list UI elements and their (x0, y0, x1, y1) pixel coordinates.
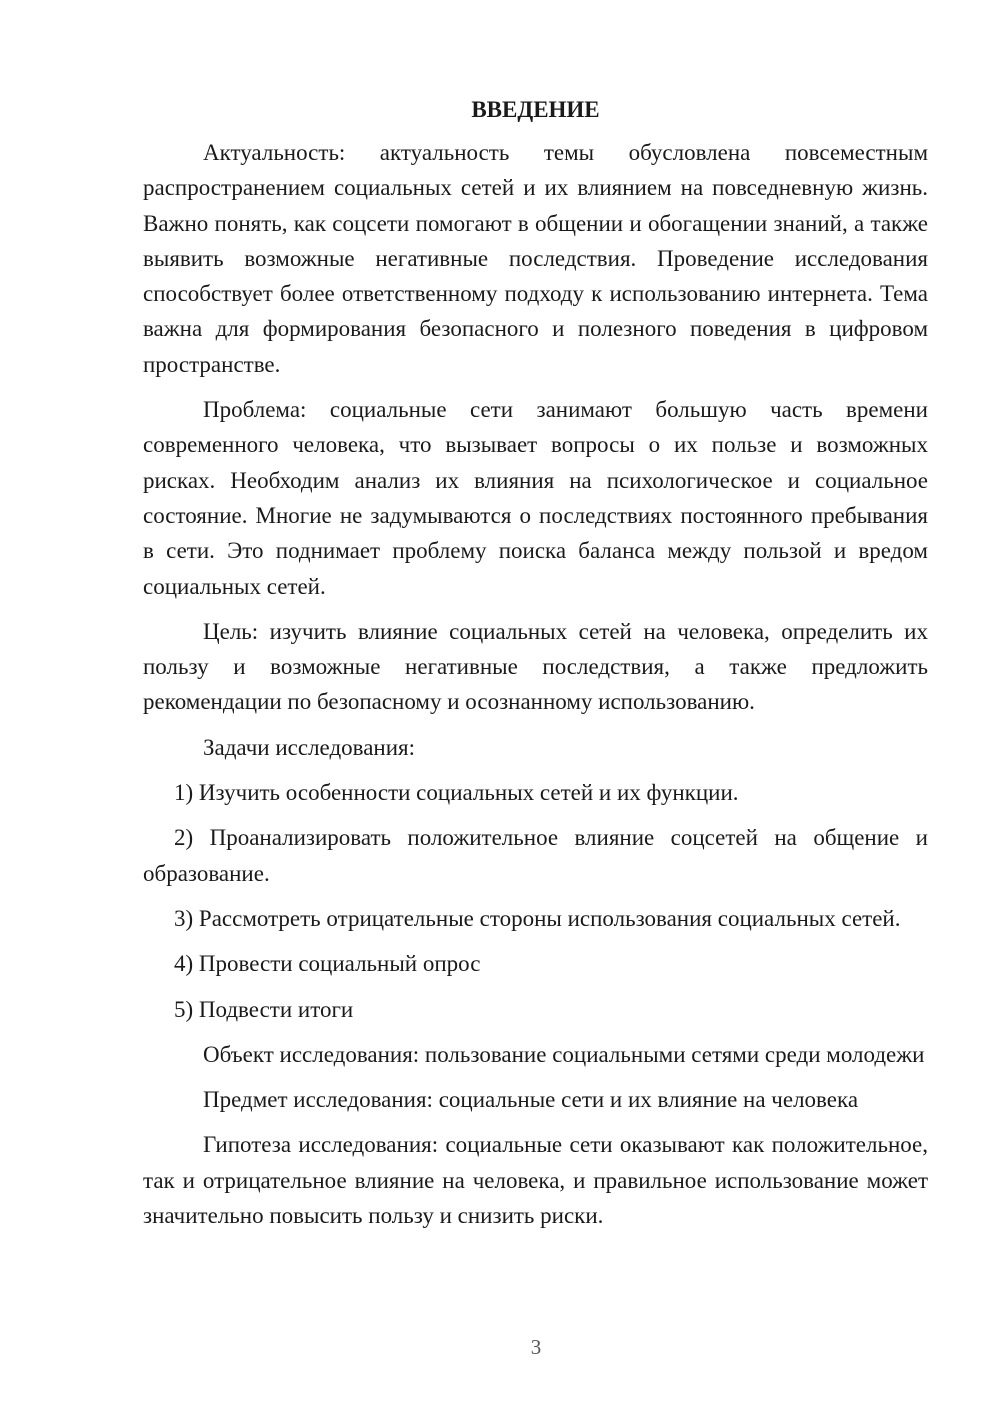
page-number: 3 (530, 1335, 542, 1359)
task-item-4: 4) Провести социальный опрос (174, 951, 481, 977)
document-page (143, 92, 928, 1233)
problem-paragraph: Проблема: социальные сети занимают большую часть времени современного человека, что вызывает вопросы о их пользе и возможных рисках. Необходим анализ их влияния на психологическое и социальное состояние. Многие не задумываются о последствиях постоянного пребывания в сети. Это поднимает проблему поиска баланса между пользой и вредом социальных сетей. (143, 397, 928, 599)
task-item-1: 1) Изучить особенности социальных сетей и их функции. (174, 780, 739, 806)
task-item-3: 3) Рассмотреть отрицательные стороны использования социальных сетей. (174, 905, 901, 931)
tasks-heading: Задачи исследования: (203, 734, 416, 760)
relevance-paragraph: Актуальность: актуальность темы обусловлена повсеместным распространением социальных сетей и их влиянием на повседневную жизнь. Важно понять, как соцсети помогают в общении и обогащении знаний, а также выявить возможные негативные последствия. Проведение исследования способствует более ответственному подходу к использованию интернета. Тема важна для формирования безопасного и полезного поведения в цифровом пространстве. (143, 140, 928, 377)
task-item-2: 2) Проанализировать положительное влияние соцсетей на общение и образование. (143, 825, 928, 886)
section-title: ВВЕДЕНИЕ (471, 97, 600, 122)
subject-paragraph: Предмет исследования: социальные сети и их влияние на человека (203, 1087, 859, 1113)
object-paragraph: Объект исследования: пользование социальными сетями среди молодежи (203, 1041, 925, 1067)
hypothesis-paragraph: Гипотеза исследования: социальные сети оказывают как положительное, так и отрицательное влияние на человека, и правильное использование может значительно повысить пользу и снизить риски. (143, 1132, 928, 1229)
goal-paragraph: Цель: изучить влияние социальных сетей на человека, определить их пользу и возможные негативные последствия, а также предложить рекомендации по безопасному и осознанному использованию. (143, 618, 928, 715)
task-item-5: 5) Подвести итоги (174, 996, 354, 1022)
